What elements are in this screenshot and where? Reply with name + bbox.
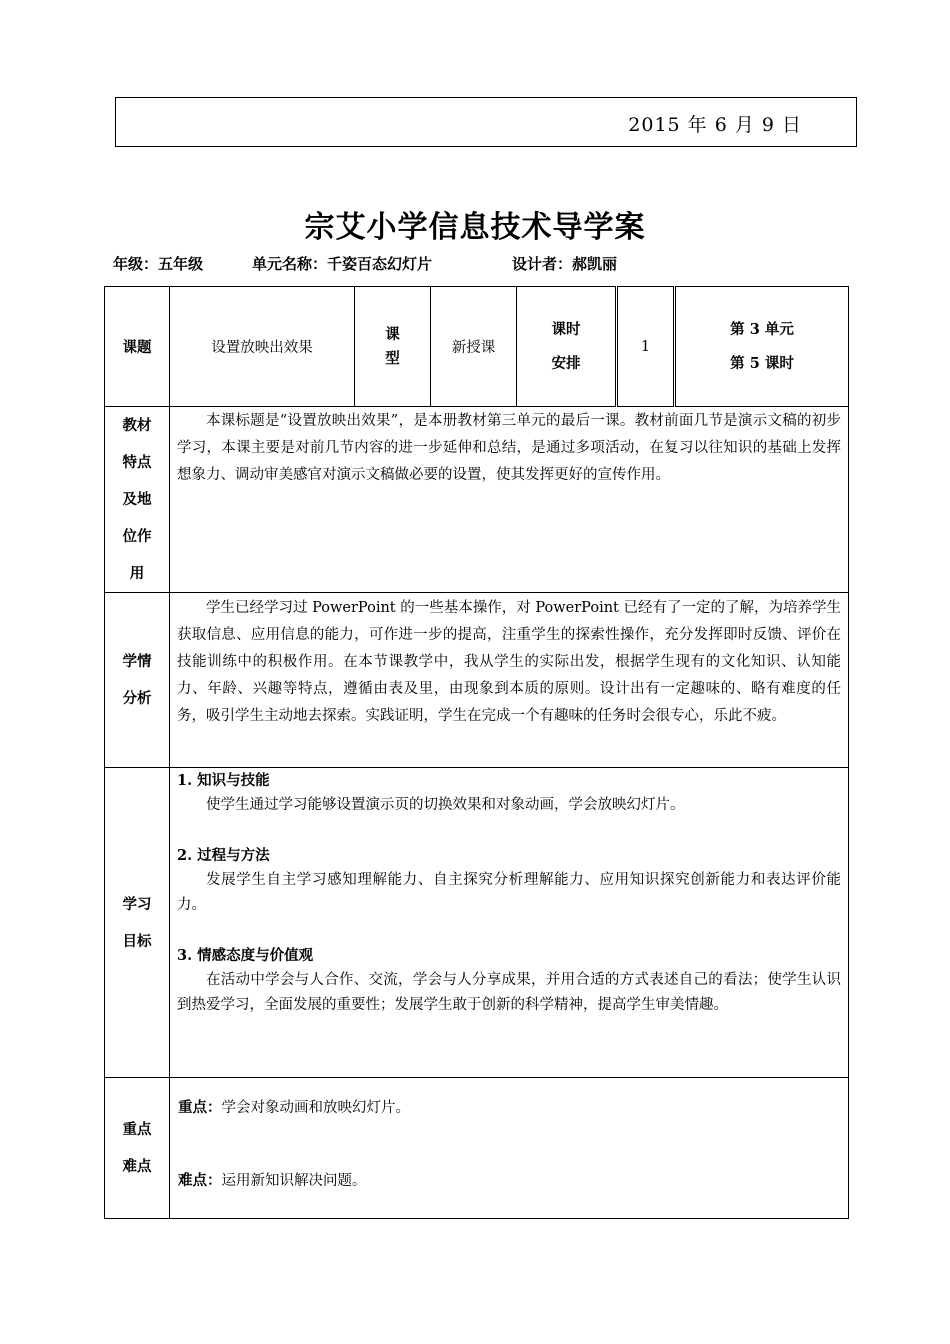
objective-1-heading: 1. 知识与技能	[177, 772, 270, 789]
difficult-point: 难点：运用新知识解决问题。	[178, 1172, 367, 1189]
objective-3-heading: 3. 情感态度与价值观	[177, 947, 314, 964]
topic-label: 课题	[105, 287, 170, 407]
date-text: 2015 年 6 月 9 日	[628, 114, 802, 136]
grade-label: 年级：五年级	[113, 255, 204, 273]
designer-label: 设计者：郝凯丽	[512, 255, 618, 273]
objective-2-heading: 2. 过程与方法	[177, 847, 270, 864]
unit-lesson: 第 3 单元 第 5 课时	[675, 287, 849, 407]
lesson-plan-table	[104, 286, 849, 1219]
keypoints-content	[170, 1078, 849, 1219]
page-title: 宗艾小学信息技术导学案	[304, 210, 646, 245]
keypoints-label: 重点 难点	[105, 1078, 170, 1219]
key-point: 重点：学会对象动画和放映幻灯片。	[178, 1099, 410, 1116]
objectives-row	[105, 768, 849, 1078]
date-box	[115, 97, 857, 147]
schedule-label: 课时 安排	[517, 287, 617, 407]
objectives-content	[170, 768, 849, 1078]
objective-2-text: 发展学生自主学习感知理解能力、自主探究分析理解能力、应用知识探究创新能力和表达评价能力。	[177, 872, 841, 913]
objective-1-text: 使学生通过学习能够设置演示页的切换效果和对象动画，学会放映幻灯片。	[206, 797, 685, 813]
objective-3-text: 在活动中学会与人合作、交流，学会与人分享成果，并用合适的方式表述自己的看法；使学生认识到热爱学习，全面发展的重要性；发展学生敢于创新的科学精神，提高学生审美情趣。	[177, 972, 841, 1013]
topic-value: 设置放映出效果	[170, 287, 355, 407]
keypoints-row	[105, 1078, 849, 1219]
header-row	[105, 287, 849, 407]
material-label: 教材 特点 及地 位作 用	[105, 407, 170, 593]
learner-row	[105, 593, 849, 768]
type-value: 新授课	[431, 287, 517, 407]
learner-content: 学生已经学习过 PowerPoint 的一些基本操作，对 PowerPoint 已经有了一定的了解，为培养学生获取信息、应用信息的能力，可作进一步的提高，注重学生的探索性操作，充分发挥即时反馈、评价在技能训练中的积极作用。在本节课教学中，我从学生的实际出发，根据学生现有的文化知识、认知能力、年龄、兴趣等特点，遵循由表及里，由现象到本质的原则。设计出有一定趣味的、略有难度的任务，吸引学生主动地去探索。实践证明，学生在完成一个有趣味的任务时会很专心，乐此不疲。	[170, 593, 849, 768]
material-row	[105, 407, 849, 593]
schedule-value: 1	[617, 287, 675, 407]
type-label: 课 型	[355, 287, 431, 407]
objectives-label: 学习 目标	[105, 768, 170, 1078]
unit-name-label: 单元名称：千姿百态幻灯片	[252, 255, 433, 273]
learner-label: 学情 分析	[105, 593, 170, 768]
material-content: 本课标题是“设置放映出效果”，是本册教材第三单元的最后一课。教材前面几节是演示文稿的初步学习，本课主要是对前几节内容的进一步延伸和总结，是通过多项活动，在复习以往知识的基础上发挥想象力、调动审美感官对演示文稿做必要的设置，使其发挥更好的宣传作用。	[170, 407, 849, 593]
